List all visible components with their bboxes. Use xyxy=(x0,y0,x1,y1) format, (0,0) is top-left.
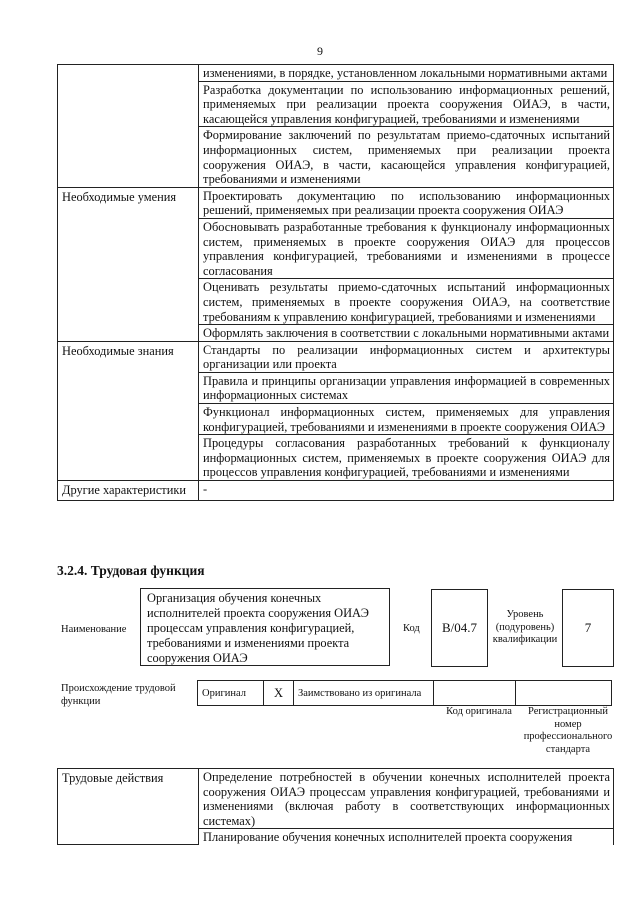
origin-label: Происхождение трудовой функции xyxy=(61,683,176,707)
function-name-value: Организация обучения конечных исполнителей проекта сооружения ОИАЭ процессам управления конфигурацией, требованиями и изменениями проекта сооружения ОИАЭ xyxy=(140,588,390,666)
table-row xyxy=(58,65,614,82)
table-cell: Процедуры согласования разработанных требований к функционалу информационных систем, применяемых в проекте сооружения ОИАЭ для процессов управления конфигурацией, требованиями и изменениями xyxy=(199,435,614,481)
table-cell: Правила и принципы организации управления информацией в современных информационных системах xyxy=(199,372,614,403)
table-cell: Обосновывать разработанные требования к функционалу информационных систем, применяемых в проекте сооружения ОИАЭ для процессов управления конфигурацией, требованиями и изменениями в процессе согласования xyxy=(199,218,614,278)
table-cell: Разработка документации по использованию информационных решений, применяемых при реализации проекта сооружения ОИАЭ, в части, касающейся управления конфигурацией, требованиями и изменениями xyxy=(199,81,614,127)
original-label: Оригинал xyxy=(198,681,264,706)
table-cell: Стандарты по реализации информационных систем и архитектуры организации или проекта xyxy=(199,341,614,372)
original-mark: X xyxy=(264,681,294,706)
table-row xyxy=(58,769,614,829)
row-label-actions: Трудовые действия xyxy=(58,769,199,845)
row-label-skills: Необходимые умения xyxy=(58,187,199,341)
labor-actions-table xyxy=(57,768,614,845)
origin-table xyxy=(197,680,612,706)
row-label-other: Другие характеристики xyxy=(58,481,199,501)
code-label: Код xyxy=(403,623,420,634)
table-cell: Оценивать результаты приемо-сдаточных испытаний информационных систем, применяемых в проекте сооружения ОИАЭ, на соответствие требованиям к управлению конфигурацией, требованиями и изменениями xyxy=(199,279,614,325)
section-heading: 3.2.4. Трудовая функция xyxy=(57,563,205,578)
row-label xyxy=(58,65,199,188)
table-row xyxy=(58,481,614,501)
level-label: Уровень (подуровень) квалификации xyxy=(492,609,558,645)
table-cell: Формирование заключений по результатам приемо-сдаточных испытаний информационных систем, применяемых при реализации проекта сооружения ОИАЭ, в части, касающейся управления конфигурацией, требованиями и изменениями xyxy=(199,127,614,187)
original-code-caption: Код оригинала xyxy=(446,706,512,717)
table-cell: Функционал информационных систем, применяемых для управления конфигурацией, требованиями и изменениями в проекте сооружения ОИАЭ xyxy=(199,404,614,435)
table-cell: Планирование обучения конечных исполнителей проекта сооружения xyxy=(199,829,614,845)
level-value: 7 xyxy=(562,589,614,667)
borrowed-label: Заимствовано из оригинала xyxy=(294,681,434,706)
function-code-value: B/04.7 xyxy=(431,589,488,667)
original-code-cell xyxy=(434,681,516,706)
table-row xyxy=(58,341,614,372)
reg-number-caption: Регистрационный номер профессионального стандарта xyxy=(523,706,613,755)
table-cell: Оформлять заключения в соответствии с локальными нормативными актами xyxy=(199,325,614,342)
competency-table xyxy=(57,64,614,501)
table-cell: Определение потребностей в обучении конечных исполнителей проекта сооружения ОИАЭ процессам управления конфигурацией, требованиями и изменениями (включая работу в соответствующих информационных системах) xyxy=(199,769,614,829)
table-cell: - xyxy=(199,481,614,501)
name-label: Наименование xyxy=(61,624,127,635)
page-number: 9 xyxy=(317,44,323,58)
reg-number-cell xyxy=(516,681,612,706)
table-cell: изменениями, в порядке, установленном локальными нормативными актами xyxy=(199,65,614,82)
table-cell: Проектировать документацию по использованию информационных решений, применяемых при реализации проекта сооружения ОИАЭ xyxy=(199,187,614,218)
row-label-knowledge: Необходимые знания xyxy=(58,341,199,480)
table-row xyxy=(58,187,614,218)
